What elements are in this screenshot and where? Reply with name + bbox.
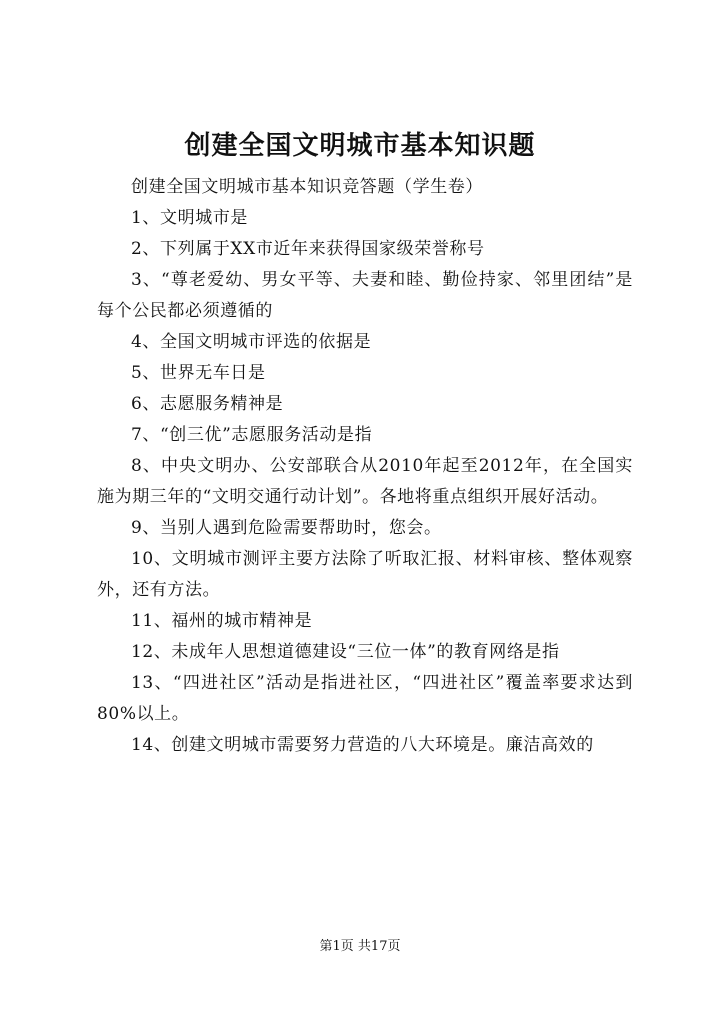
question-12: 12、未成年人思想道德建设“三位一体”的教育网络是指 — [131, 642, 560, 662]
question-8: 8、中央文明办、公安部联合从2010年起至2012年，在全国实施为期三年的“文明交通行动计划”。各地将重点组织开展好活动。 — [97, 456, 633, 507]
question-7: 7、“创三优”志愿服务活动是指 — [131, 425, 373, 445]
document-body — [97, 172, 633, 761]
question-1: 1、文明城市是 — [131, 208, 249, 228]
question-3: 3、“尊老爱幼、男女平等、夫妻和睦、勤俭持家、邻里团结”是每个公民都必须遵循的 — [97, 270, 633, 321]
paragraph-subtitle: 创建全国文明城市基本知识竞答题（学生卷） — [131, 177, 483, 197]
question-4: 4、全国文明城市评选的依据是 — [131, 332, 372, 352]
document-title: 创建全国文明城市基本知识题 — [184, 131, 536, 161]
question-6: 6、志愿服务精神是 — [131, 394, 284, 414]
question-5: 5、世界无车日是 — [131, 363, 266, 383]
question-2: 2、下列属于XX市近年来获得国家级荣誉称号 — [131, 239, 485, 259]
question-14: 14、创建文明城市需要努力营造的八大环境是。廉洁高效的 — [131, 735, 594, 755]
question-13: 13、“四进社区”活动是指进社区，“四进社区”覆盖率要求达到80%以上。 — [97, 673, 633, 724]
question-11: 11、福州的城市精神是 — [131, 611, 313, 631]
page-footer: 第1页 共17页 — [319, 939, 401, 954]
question-9: 9、当别人遇到危险需要帮助时，您会。 — [131, 518, 442, 538]
question-10: 10、文明城市测评主要方法除了听取汇报、材料审核、整体观察外，还有方法。 — [97, 549, 633, 600]
